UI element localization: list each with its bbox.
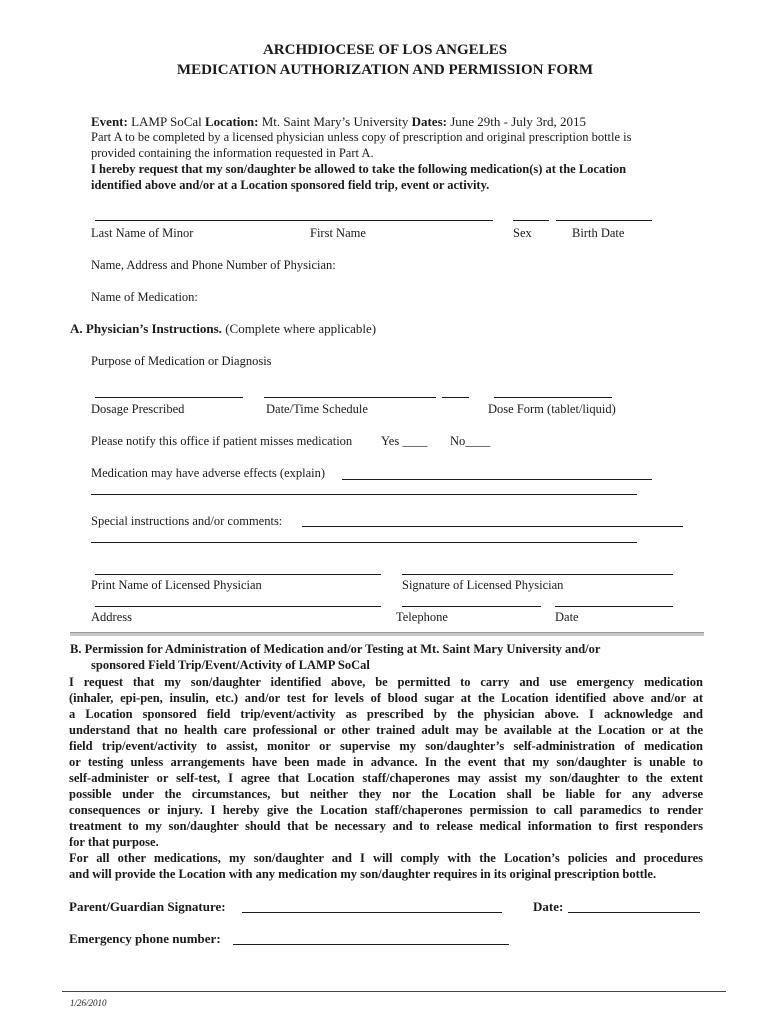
signature-label: Signature of Licensed Physician	[402, 578, 564, 592]
date-line[interactable]	[555, 606, 673, 607]
section-a-heading	[70, 321, 376, 337]
request-line2: identified above and/or at a Location sponsored field trip, event or activity.	[91, 178, 490, 192]
dates-label: Dates:	[411, 114, 447, 129]
schedule-line[interactable]	[264, 397, 436, 398]
location-label: Location:	[205, 114, 259, 129]
emergency-phone-label: Emergency phone number:	[69, 931, 221, 946]
dose-form-line[interactable]	[494, 397, 612, 398]
adverse-effects-line[interactable]	[342, 479, 652, 480]
address-label: Address	[91, 610, 132, 624]
revision-date: 1/26/2010	[70, 998, 107, 1008]
parent-date-label: Date:	[533, 899, 564, 914]
adverse-effects-line-2[interactable]	[91, 494, 637, 495]
paragraph-line: and will provide the Location with any medication my son/daughter requires in its original prescription bottle.	[69, 867, 657, 881]
dosage-label: Dosage Prescribed	[91, 402, 185, 416]
section-b-heading-line1: B. Permission for Administration of Medication and/or Testing at Mt. Saint Mary University and/or	[70, 642, 601, 656]
special-instructions-line-2[interactable]	[91, 542, 637, 543]
paragraph-line: field trip/event/activity to assist, monitor or supervise my son/daughter’s self-administration of medication	[69, 739, 703, 753]
date-label: Date	[555, 610, 579, 624]
paragraph-line: a Location sponsored field trip/event/activity as prescribed by the physician above. I acknowledge and	[69, 707, 703, 721]
paragraph-line: consequences or injury. I hereby give the Location staff/chaperones permission to call paramedics to render	[69, 803, 703, 817]
event-label: Event:	[91, 114, 128, 129]
section-a-note: (Complete where applicable)	[225, 321, 377, 336]
sex-line[interactable]	[513, 220, 549, 221]
dates-value: June 29th - July 3rd, 2015	[450, 114, 586, 129]
notify-label: Please notify this office if patient misses medication	[91, 434, 353, 448]
form-org-title: ARCHDIOCESE OF LOS ANGELES	[262, 42, 508, 58]
special-instructions-label: Special instructions and/or comments:	[91, 514, 283, 528]
form-title: MEDICATION AUTHORIZATION AND PERMISSION FORM	[176, 62, 594, 78]
telephone-label: Telephone	[396, 610, 448, 624]
minor-name-line[interactable]	[95, 220, 493, 221]
no-option[interactable]: No____	[450, 434, 491, 448]
section-a-title: A. Physician’s Instructions.	[70, 321, 222, 336]
part-a-note-line1: Part A to be completed by a licensed physician unless copy of prescription and original prescription bottle is	[91, 130, 632, 144]
last-name-label: Last Name of Minor	[91, 226, 194, 240]
telephone-line[interactable]	[402, 606, 541, 607]
paragraph-line: (inhaler, epi-pen, insulin, etc.) and/or test for levels of blood sugar at the Location identified above and/or at	[69, 691, 703, 705]
request-line1: I hereby request that my son/daughter be allowed to take the following medication(s) at the Location	[91, 162, 627, 176]
paragraph-line: understand that no health care professional or other trained adult may be available at the Location or at the	[69, 723, 703, 737]
paragraph-line: self-administer or self-test, I agree that Location staff/chaperones may assist my son/daughter to the extent	[69, 771, 703, 785]
birth-date-line[interactable]	[556, 220, 652, 221]
part-a-note-line2: provided containing the information requested in Part A.	[91, 146, 374, 160]
print-name-line[interactable]	[95, 574, 381, 575]
permission-paragraph	[69, 674, 703, 882]
print-name-label: Print Name of Licensed Physician	[91, 578, 262, 592]
emergency-phone-line[interactable]	[233, 944, 509, 945]
parent-signature-line[interactable]	[242, 912, 502, 913]
dose-form-label: Dose Form (tablet/liquid)	[488, 402, 616, 416]
section-b-heading-line2: sponsored Field Trip/Event/Activity of LAMP SoCal	[91, 658, 370, 672]
paragraph-line: possible under the circumstances, but neither they nor the Location shall be liable for any adverse	[69, 787, 703, 801]
footer-rule	[62, 991, 726, 992]
event-line	[91, 114, 586, 130]
medication-name-label: Name of Medication:	[91, 290, 198, 304]
sex-label: Sex	[513, 226, 532, 240]
event-value: LAMP SoCal	[131, 114, 202, 129]
signature-line[interactable]	[402, 574, 673, 575]
paragraph-line: for that purpose.	[69, 835, 159, 849]
adverse-effects-label: Medication may have adverse effects (explain)	[91, 466, 326, 480]
schedule-label: Date/Time Schedule	[266, 402, 368, 416]
first-name-label: First Name	[310, 226, 366, 240]
birth-date-label: Birth Date	[572, 226, 625, 240]
special-instructions-line[interactable]	[302, 526, 683, 527]
section-divider	[70, 632, 704, 636]
dosage-line[interactable]	[95, 397, 243, 398]
yes-option[interactable]: Yes ____	[381, 434, 428, 448]
physician-label: Name, Address and Phone Number of Physician:	[91, 258, 336, 272]
paragraph-line: or testing unless arrangements have been made in advance. In the event that my son/daughter is unable to	[69, 755, 703, 769]
parent-date-line[interactable]	[568, 912, 700, 913]
paragraph-line: I request that my son/daughter identified above, be permitted to carry and use emergency medication	[69, 675, 703, 689]
purpose-label: Purpose of Medication or Diagnosis	[91, 354, 272, 368]
address-line[interactable]	[95, 606, 381, 607]
paragraph-line: treatment to my son/daughter should that be necessary and to release medical information to first responders	[69, 819, 703, 833]
location-value: Mt. Saint Mary’s University	[261, 114, 409, 129]
parent-signature-label: Parent/Guardian Signature:	[69, 899, 226, 914]
paragraph-line: For all other medications, my son/daughter and I will comply with the Location’s policies and procedures	[69, 851, 703, 865]
schedule-line-extra[interactable]	[442, 397, 469, 398]
